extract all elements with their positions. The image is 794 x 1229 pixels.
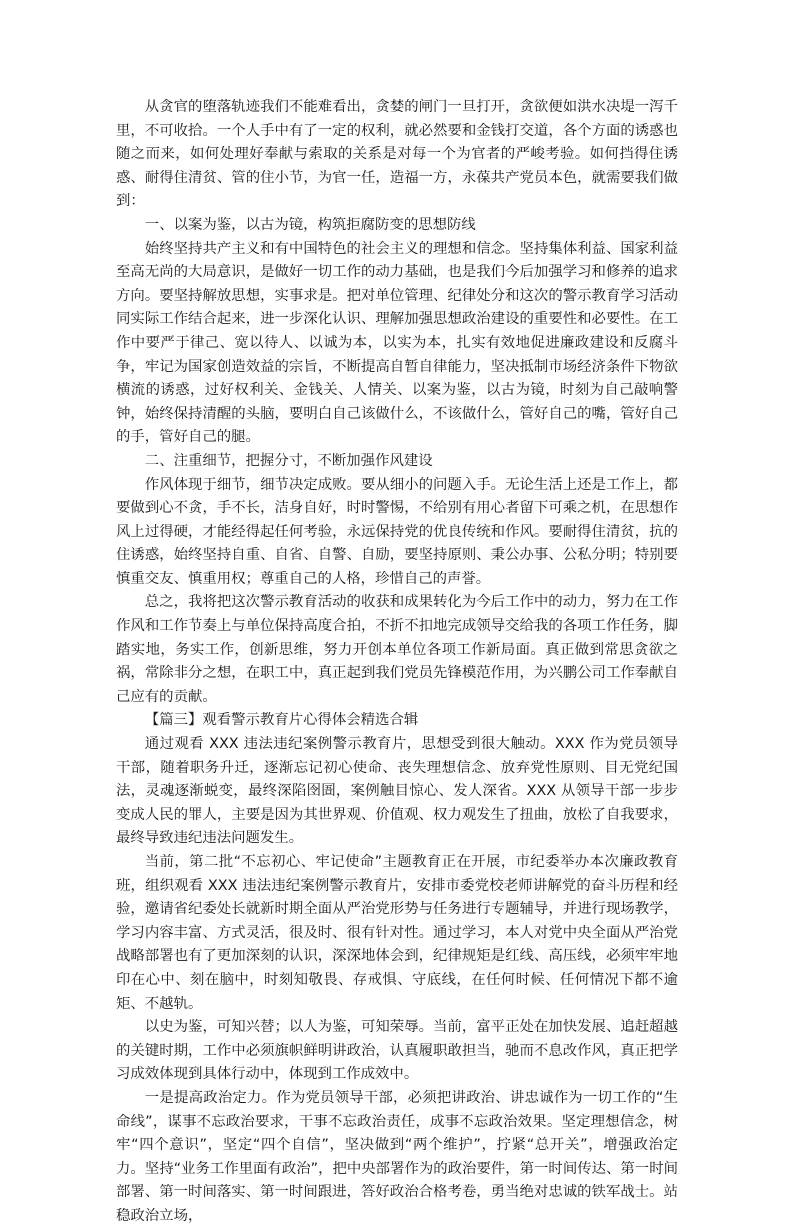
paragraph-part3-history: 以史为鉴，可知兴替；以人为鉴，可知荣辱。当前，富平正处在加快发展、追赶超越的关键时期，工作中必须旗帜鲜明讲政治，认真履职敢担当，驰而不息改作风，真正把学习成效体现到具体行动中，体现到工作成效中。 xyxy=(116,1019,678,1083)
article-title-part-3: 【篇三】观看警示教育片心得体会精选合辑 xyxy=(144,712,419,729)
paragraph-section-2: 作风体现于细节，细节决定成败。要从细小的问题入手。无论生活上还是工作上，都要做到心不贪，手不长，洁身自好，时时警惕，不给别有用心者留下可乘之机，在思想作风上过得硬，才能经得起任何考验，永远保持党的优良传统和作风。要耐得住清贫，抗的住诱惑，始终坚持自重、自省、自警、自励，要坚持原则、秉公办事、公私分明；特别要慎重交友、慎重用权；尊重自己的人格，珍惜自己的声誉。 xyxy=(116,476,678,587)
paragraph-part3-point-1: 一是提高政治定力。作为党员领导干部，必须把讲政治、讲忠诚作为一切工作的“生命线”，谋事不忘政治要求，干事不忘政治责任，成事不忘政治效果。坚定理想信念，树牢“四个意识”，坚定“四个自信”，坚决做到“两个维护”，拧紧“总开关”，增强政治定力。坚持“业务工作里面有政治”，把中央部署作为的政治要件，第一时间传达、第一时间部署、第一时间落实、第一时间跟进，答好政治合格考卷，勇当绝对忠诚的铁军战士。站稳政治立场， xyxy=(116,1089,678,1224)
document-body xyxy=(116,96,678,1229)
paragraph-part3-intro: 通过观看 XXX 违法违纪案例警示教育片，思想受到很大触动。XXX 作为党员领导干部，随着职务升迁，逐渐忘记初心使命、丧失理想信念、放弃党性原则、目无党纪国法，灵魂逐渐蜕变，最终深陷囹圄，案例触目惊心、发人深省。XXX 从领导干部一步步变成人民的罪人，主要是因为其世界观、价值观、权力观发生了扭曲，放松了自我要求，最终导致违纪违法问题发生。 xyxy=(116,736,678,847)
paragraph-intro: 从贪官的堕落轨迹我们不能难看出，贪婪的闸门一旦打开，贪欲便如洪水决堤一泻千里，不可收拾。一个人手中有了一定的权利，就必然要和金钱打交道，各个方面的诱惑也随之而来，如何处理好奉献与索取的关系是对每一个为官者的严峻考验。如何挡得住诱惑、耐得住清贫、管的住小节，为官一任，造福一方，永葆共产党员本色，就需要我们做到： xyxy=(116,99,678,210)
section-heading-2: 二、注重细节，把握分寸，不断加强作风建设 xyxy=(144,452,433,469)
paragraph-section-1: 始终坚持共产主义和有中国特色的社会主义的理想和信念。坚持集体利益、国家利益至高无尚的大局意识，是做好一切工作的动力基础，也是我们今后加强学习和修养的追求方向。要坚持解放思想，实事求是。把对单位管理、纪律处分和这次的警示教育学习活动同实际工作结合起来，进一步深化认识、理解加强思想政治建设的重要性和必要性。在工作中要严于律己、宽以待人、以诚为本，以实为本，扎实有效地促进廉政建设和反腐斗争，牢记为国家创造效益的宗旨，不断提高自暂自律能力，坚决抵制市场经济条件下物欲横流的诱惑，过好权利关、金钱关、人情关、以案为鉴，以古为镜，时刻为自己敲响警钟，始终保持清醒的头脑，要明白自己该做什么，不该做什么，管好自己的嘴，管好自己的手，管好自己的腿。 xyxy=(116,240,678,446)
section-heading-1: 一、以案为鉴，以古为镜，构筑拒腐防变的思想防线 xyxy=(144,216,476,233)
paragraph-part3-current: 当前，第二批“不忘初心、牢记使命”主题教育正在开展，市纪委举办本次廉政教育班，组织观看 XXX 违法违纪案例警示教育片，安排市委党校老师讲解党的奋斗历程和经验，邀请省纪委处长就新时期全面从严治党形势与任务进行专题辅导，并进行现场教学，学习内容丰富、方式灵活，很及时、很有针对性。通过学习，本人对党中央全面从严治党战略部署也有了更加深刻的认识，深深地体会到，纪律规矩是红线、高压线，必须牢牢地印在心中、刻在脑中，时刻知敬畏、存戒惧、守底线，在任何时候、任何情况下都不逾矩、不越轨。 xyxy=(116,854,678,1012)
paragraph-conclusion: 总之，我将把这次警示教育活动的收获和成果转化为今后工作中的动力，努力在工作作风和工作节奏上与单位保持高度合拍，不折不扣地完成领导交给我的各项工作任务，脚踏实地，务实工作，创新思维，努力开创本单位各项工作新局面。真正做到常思贪欲之祸，常除非分之想，在职工中，真正起到我们党员先锋模范作用，为兴鹏公司工作奉献自己应有的贡献。 xyxy=(116,594,678,705)
